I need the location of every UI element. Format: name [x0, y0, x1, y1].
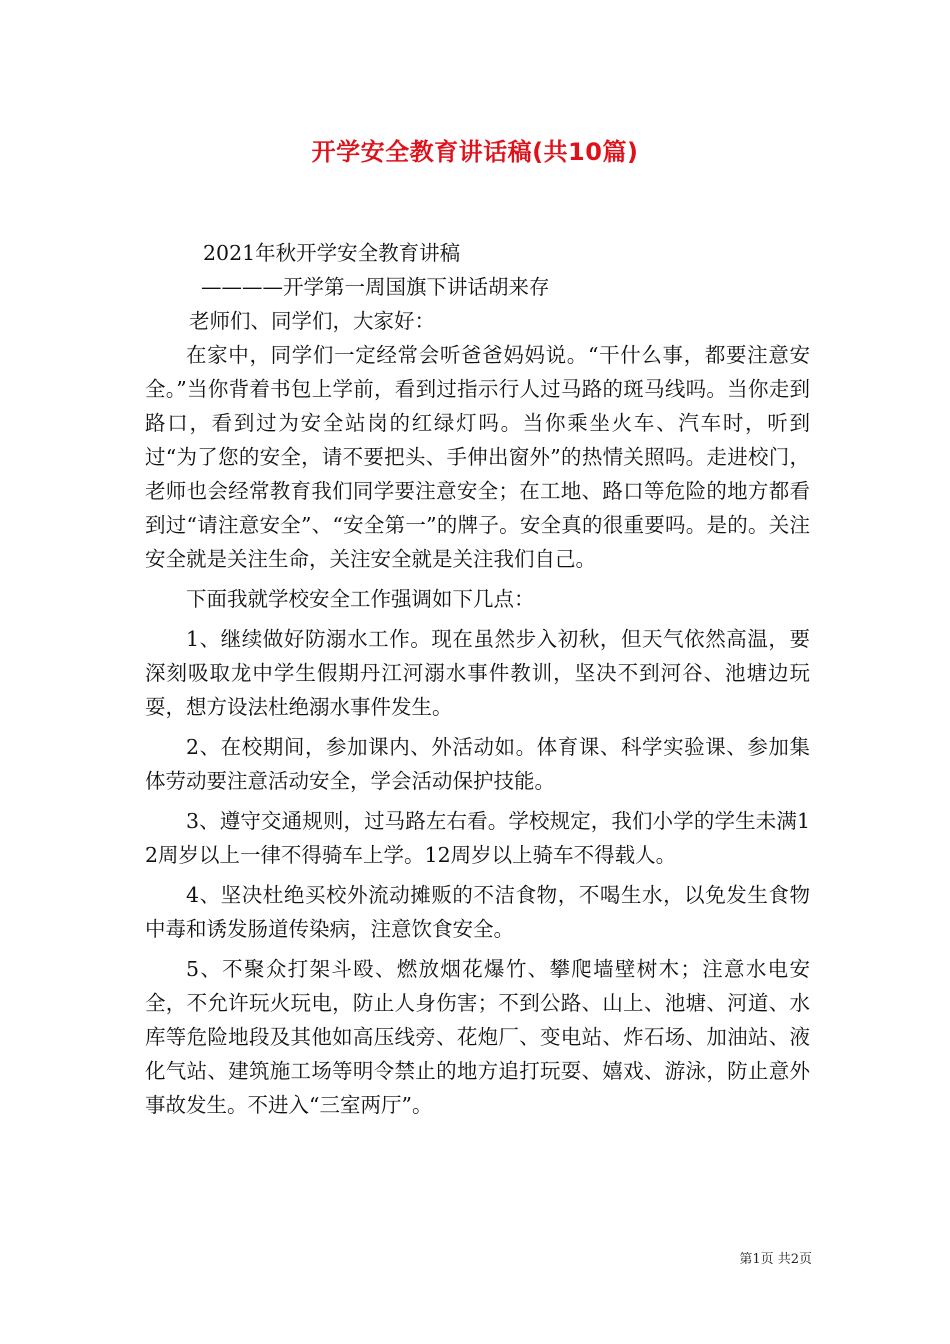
- document-title: 开学安全教育讲话稿(共10篇): [311, 138, 639, 166]
- page-number: 第1页 共2页: [739, 1252, 812, 1267]
- speech-greeting: 老师们、同学们，大家好：: [189, 309, 435, 333]
- paragraph-intro: 在家中，同学们一定经常会听爸爸妈妈说。“干什么事，都要注意安全。”当你背着书包上学前，看到过指示行人过马路的斑马线吗。当你走到路口，看到过为安全站岗的红绿灯吗。当你乘坐火车、汽车时，听到过“为了您的安全，请不要把头、手伸出窗外”的热情关照吗。走进校门，老师也会经常教育我们同学要注意安全；在工地、路口等危险的地方都看到过“请注意安全”、“安全第一”的牌子。安全真的很重要吗。是的。关注安全就是关注生命，关注安全就是关注我们自己。: [145, 343, 810, 571]
- speech-subtitle: 2021年秋开学安全教育讲稿: [203, 241, 461, 265]
- document-body: [145, 236, 810, 1122]
- paragraph-point-2: 2、在校期间，参加课内、外活动如。体育课、科学实验课、参加集体劳动要注意活动安全，学会活动保护技能。: [145, 735, 810, 793]
- paragraph-point-3: 3、遵守交通规则，过马路左右看。学校规定，我们小学的学生未满12周岁以上一律不得骑车上学。12周岁以上骑车不得载人。: [145, 809, 810, 867]
- paragraph-point-5: 5、不聚众打架斗殴、燃放烟花爆竹、攀爬墙壁树木；注意水电安全，不允许玩火玩电，防止人身伤害；不到公路、山上、池塘、河道、水库等危险地段及其他如高压线旁、花炮厂、变电站、炸石场、加油站、液化气站、建筑施工场等明令禁止的地方追打玩耍、嬉戏、游泳，防止意外事故发生。不进入“三室两厅”。: [145, 957, 810, 1117]
- speech-byline: ————开学第一周国旗下讲话胡来存: [201, 275, 550, 299]
- paragraph-point-4: 4、坚决杜绝买校外流动摊贩的不洁食物，不喝生水，以免发生食物中毒和诱发肠道传染病，注意饮食安全。: [145, 883, 810, 941]
- paragraph-point-1: 1、继续做好防溺水工作。现在虽然步入初秋，但天气依然高温，要深刻吸取龙中学生假期丹江河溺水事件教训，坚决不到河谷、池塘边玩耍，想方设法杜绝溺水事件发生。: [145, 627, 810, 719]
- paragraph-lead: 下面我就学校安全工作强调如下几点：: [186, 587, 535, 611]
